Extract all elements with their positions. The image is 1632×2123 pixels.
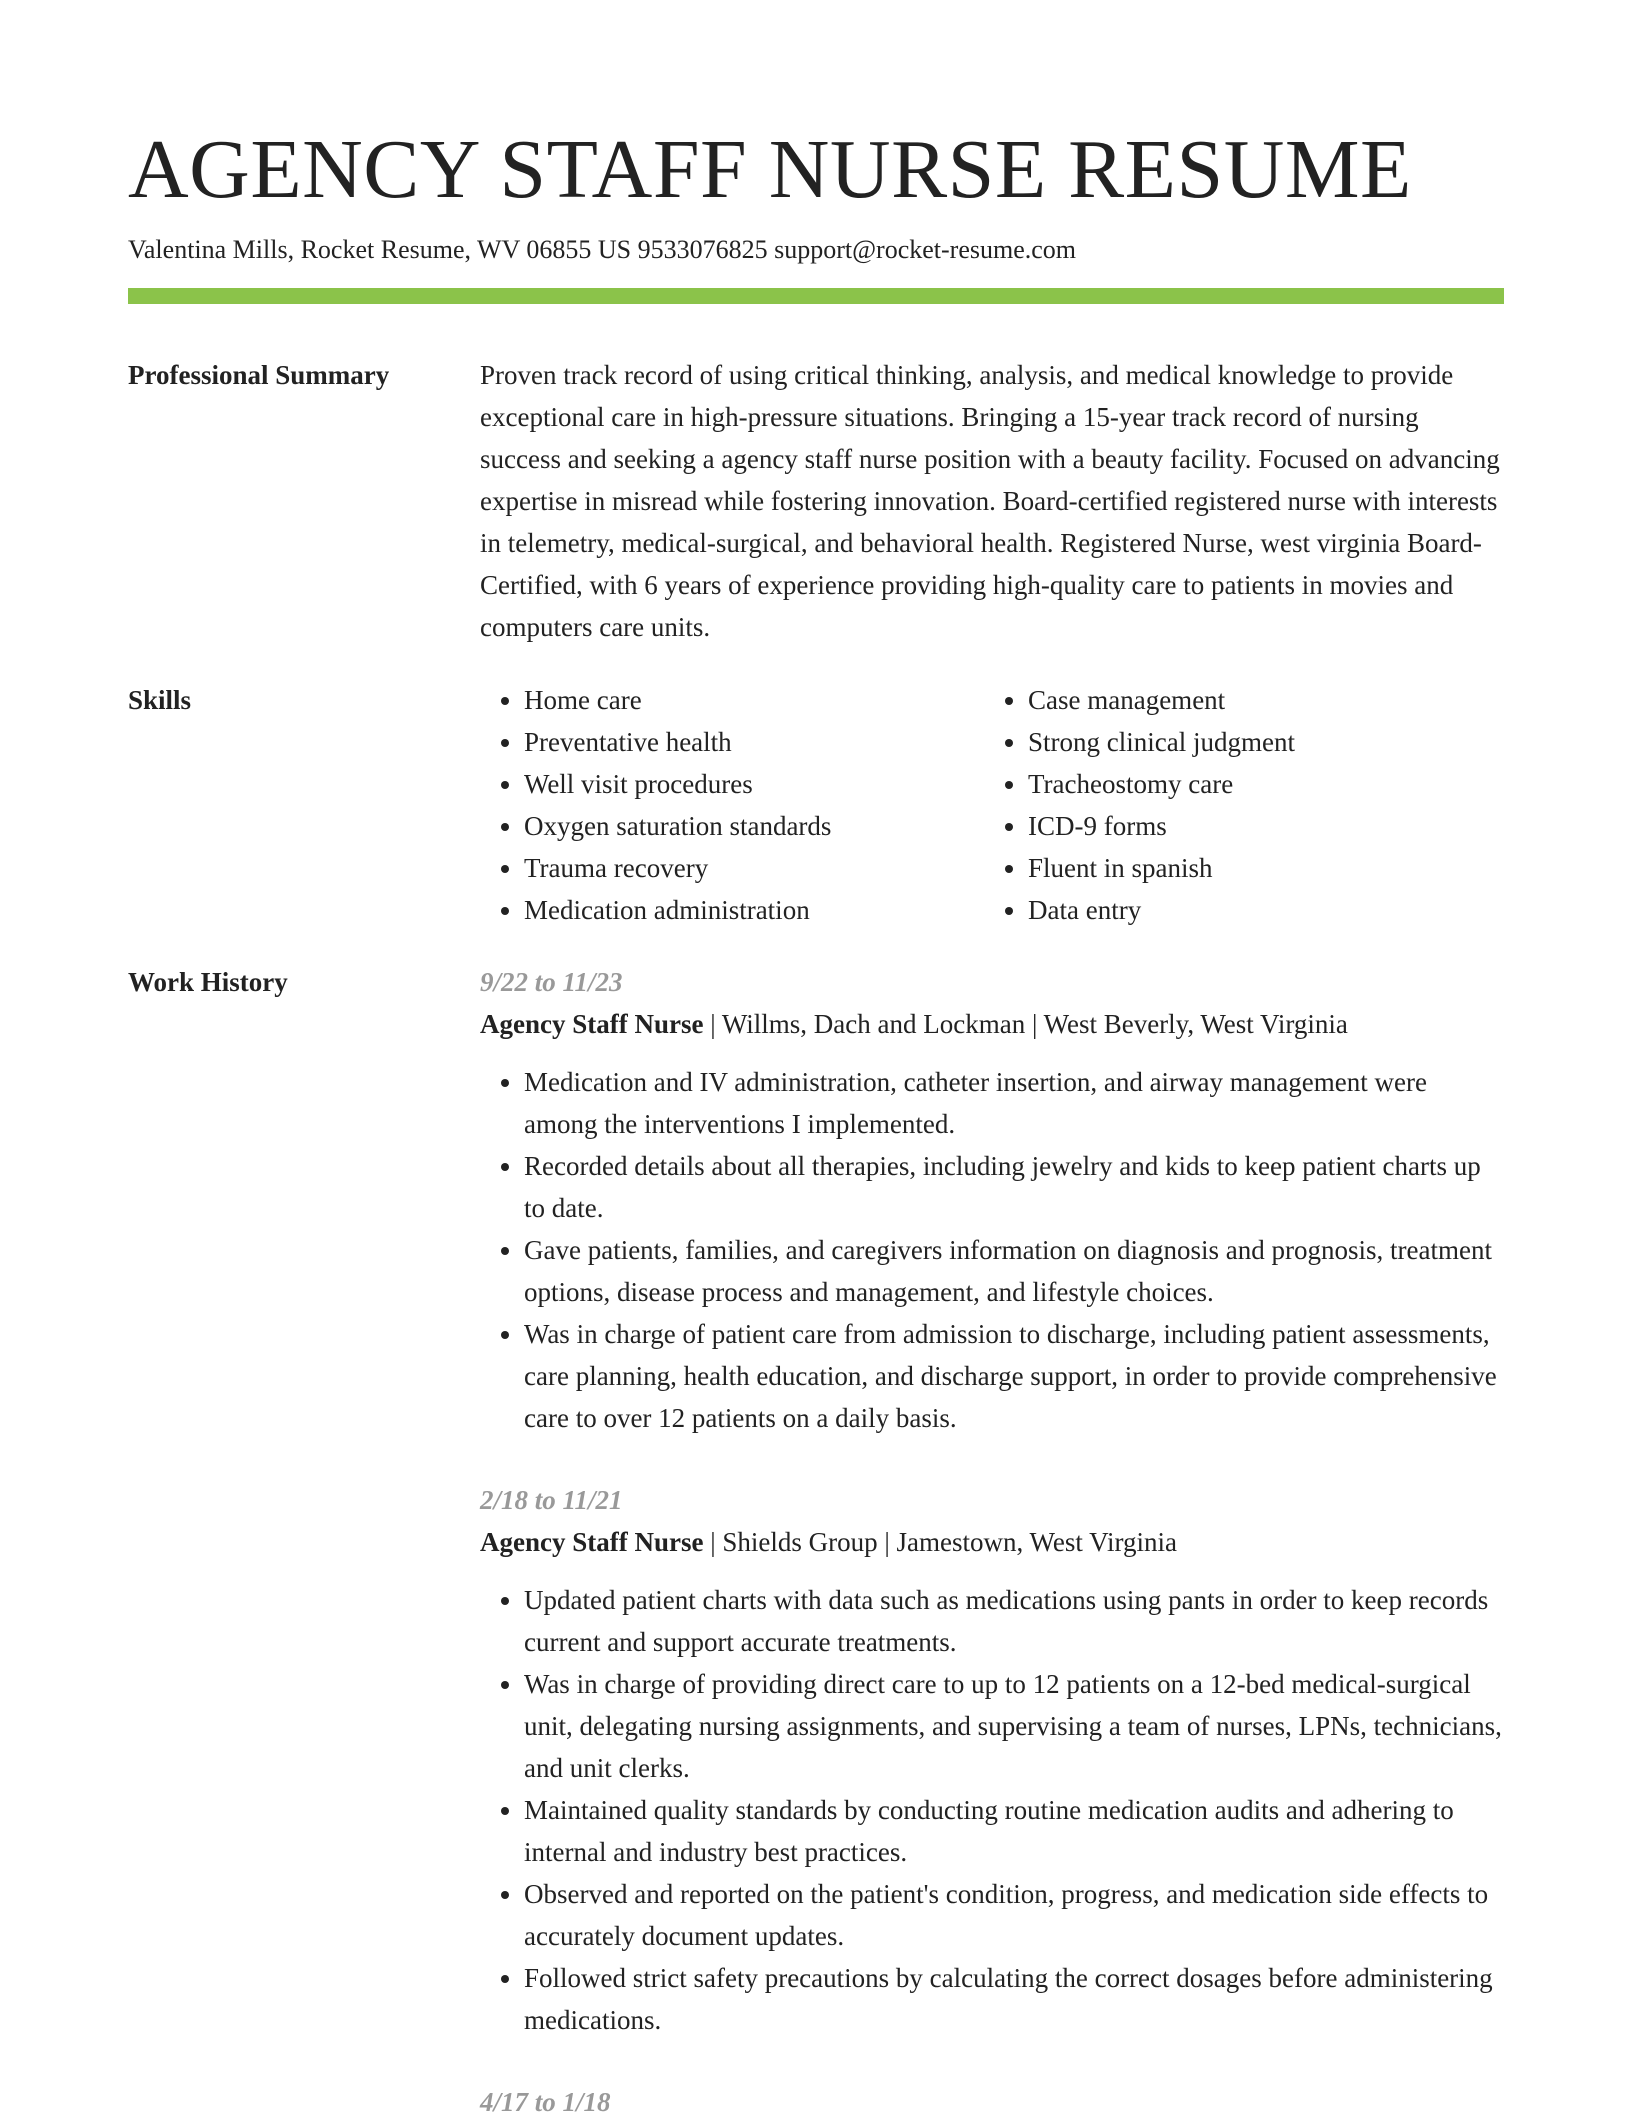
work-history-section [128,961,1504,2123]
job-dates: 9/22 to 11/23 [480,967,623,997]
work-history-heading: Work History [128,967,288,997]
job-bullets [480,1061,1504,1439]
contact-line: Valentina Mills, Rocket Resume, WV 06855 US 9533076825 support@rocket-resume.com [128,235,1077,264]
skill-item: • Fluent in spanish [1028,847,1488,889]
summary-text: Proven track record of using critical thinking, analysis, and medical knowledge to provide exceptional care in high-pressure situations. Bringing a 15-year track record of nursing success and seeking a agency staff nurse position with a beauty facility. Focused on advancing expertise in misread while fostering innovation. Board-certified registered nurse with interests in telemetry, medical-surgical, and behavioral health. Registered Nurse, west virginia Board-Certified, with 6 years of experience providing high-quality care to patients in movies and computers care units. [480,360,1500,642]
job-bullet: • Gave patients, families, and caregivers information on diagnosis and prognosis, treatment options, disease process and management, and lifestyle choices. [524,1229,1504,1313]
resume-title: AGENCY STAFF NURSE RESUME [128,123,1412,216]
job-details: | Shields Group | Jamestown, West Virginia [703,1527,1177,1557]
skills-list-right [984,679,1488,931]
job-bullet: • Was in charge of patient care from admission to discharge, including patient assessments, care planning, health education, and discharge support, in order to provide comprehensive care to over 12 patients on a daily basis. [524,1313,1504,1439]
skill-item: • Tracheostomy care [1028,763,1488,805]
resume-page [128,120,1504,2123]
job-heading [480,1003,1504,1045]
skill-item: • ICD-9 forms [1028,805,1488,847]
job-entry [480,961,1504,1439]
job-dates: 4/17 to 1/18 [480,2087,611,2117]
skill-item: • Preventative health [524,721,984,763]
job-bullet: • Maintained quality standards by conducting routine medication audits and adhering to internal and industry best practices. [524,1789,1504,1873]
job-bullet: • Followed strict safety precautions by calculating the correct dosages before administering medications. [524,1957,1504,2041]
skill-item: • Case management [1028,679,1488,721]
summary-section [128,354,1504,648]
skills-heading: Skills [128,685,192,715]
job-bullet: • Recorded details about all therapies, including jewelry and kids to keep patient charts up to date. [524,1145,1504,1229]
work-history-body [480,961,1504,2123]
skill-item: • Well visit procedures [524,763,984,805]
job-bullet: • Observed and reported on the patient's condition, progress, and medication side effects to accurately document updates. [524,1873,1504,1957]
skills-section [128,679,1504,931]
skill-item: • Trauma recovery [524,847,984,889]
skill-item: • Data entry [1028,889,1488,931]
summary-body [480,354,1504,648]
job-bullet: • Medication and IV administration, catheter insertion, and airway management were among the interventions I implemented. [524,1061,1504,1145]
job-bullet: • Updated patient charts with data such as medications using pants in order to keep records current and support accurate treatments. [524,1579,1504,1663]
skill-item: • Oxygen saturation standards [524,805,984,847]
job-title: Agency Staff Nurse [480,1009,704,1039]
job-title: Agency Staff Nurse [480,1527,704,1557]
skill-item: • Strong clinical judgment [1028,721,1488,763]
job-details: | Willms, Dach and Lockman | West Beverly, West Virginia [703,1009,1348,1039]
skill-item: • Home care [524,679,984,721]
job-bullet: • Was in charge of providing direct care to up to 12 patients on a 12-bed medical-surgical unit, delegating nursing assignments, and supervising a team of nurses, LPNs, technicians, and unit clerks. [524,1663,1504,1789]
summary-heading: Professional Summary [128,360,390,390]
skills-body [480,679,1504,931]
job-entry [480,1479,1504,2041]
job-heading [480,1521,1504,1563]
job-entry [480,2081,1504,2123]
job-dates: 2/18 to 11/21 [480,1485,623,1515]
header-divider [128,288,1504,304]
job-bullets [480,1579,1504,2041]
skills-list-left [480,679,984,931]
skill-item: • Medication administration [524,889,984,931]
